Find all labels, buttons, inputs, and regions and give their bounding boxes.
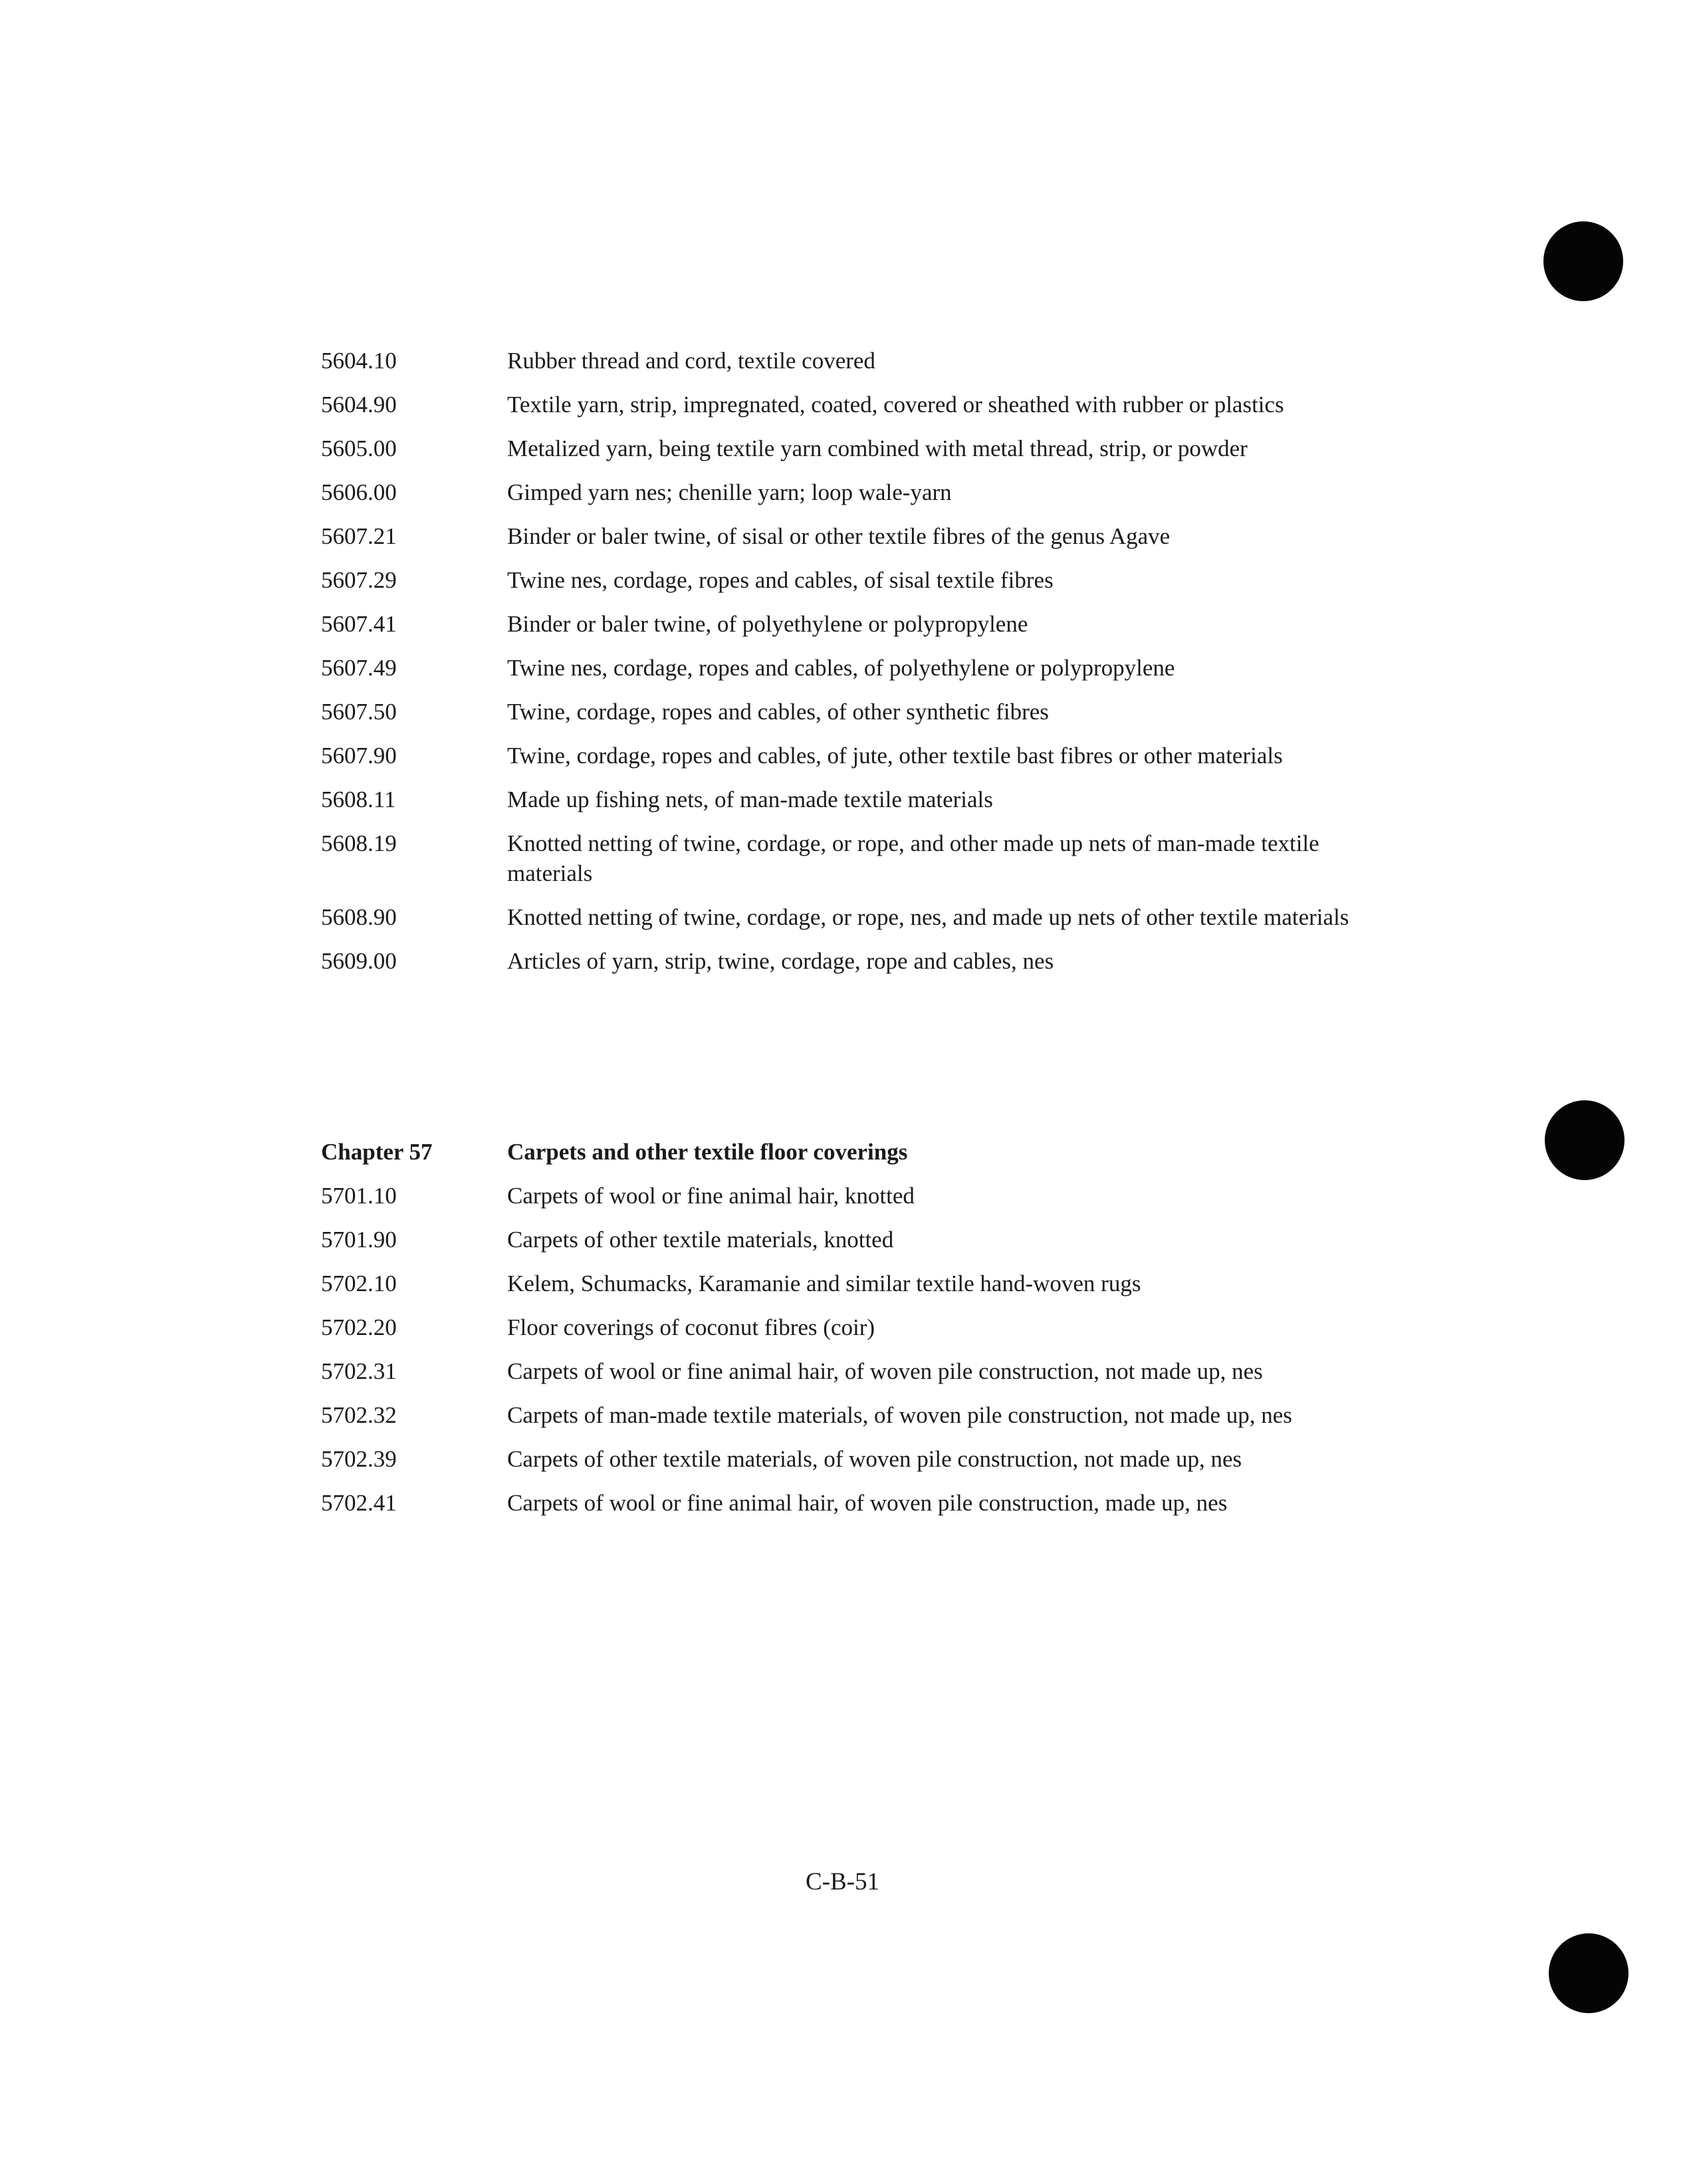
tariff-description: Made up fishing nets, of man-made textile materials (507, 787, 993, 812)
tariff-description: Carpets of wool or fine animal hair, knotted (507, 1183, 915, 1209)
tariff-row (321, 785, 1358, 814)
tariff-code: 5604.10 (321, 348, 397, 374)
tariff-description: Carpets of man-made textile materials, of woven pile construction, not made up, nes (507, 1402, 1292, 1428)
tariff-code: 5702.20 (321, 1314, 397, 1340)
tariff-description: Kelem, Schumacks, Karamanie and similar textile hand-woven rugs (507, 1271, 1141, 1296)
tariff-code: 5608.11 (321, 787, 396, 812)
tariff-code: 5607.41 (321, 611, 397, 637)
tariff-description: Twine nes, cordage, ropes and cables, of polyethylene or polypropylene (507, 655, 1175, 681)
tariff-description: Metalized yarn, being textile yarn combined with metal thread, strip, or powder (507, 435, 1248, 461)
tariff-code: 5608.19 (321, 830, 397, 856)
tariff-code: 5607.29 (321, 567, 397, 593)
tariff-code: 5702.41 (321, 1490, 397, 1516)
tariff-list-chapter-56 (321, 346, 1358, 990)
tariff-code: 5607.50 (321, 699, 397, 725)
tariff-description: Carpets of other textile materials, of woven pile construction, not made up, nes (507, 1446, 1242, 1472)
tariff-row (321, 346, 1358, 376)
tariff-row (321, 653, 1358, 683)
tariff-description: Floor coverings of coconut fibres (coir) (507, 1314, 875, 1340)
chapter-heading (321, 1137, 1358, 1167)
tariff-code: 5701.90 (321, 1227, 397, 1253)
tariff-row (321, 477, 1358, 507)
tariff-row (321, 1225, 1358, 1255)
tariff-description: Articles of yarn, strip, twine, cordage, rope and cables, nes (507, 948, 1054, 974)
tariff-code: 5606.00 (321, 479, 397, 505)
tariff-row (321, 1181, 1358, 1211)
tariff-row (321, 828, 1358, 888)
tariff-code: 5607.90 (321, 743, 397, 769)
chapter-title: Carpets and other textile floor coverings (507, 1139, 908, 1165)
tariff-row (321, 902, 1358, 932)
tariff-description: Twine nes, cordage, ropes and cables, of sisal textile fibres (507, 567, 1054, 593)
tariff-description: Carpets of wool or fine animal hair, of woven pile construction, made up, nes (507, 1490, 1228, 1516)
tariff-code: 5702.31 (321, 1358, 397, 1384)
tariff-code: 5702.10 (321, 1271, 397, 1296)
tariff-row (321, 1444, 1358, 1474)
tariff-row (321, 741, 1358, 771)
tariff-code: 5607.49 (321, 655, 397, 681)
tariff-row (321, 609, 1358, 639)
tariff-description: Rubber thread and cord, textile covered (507, 348, 875, 374)
tariff-description: Knotted netting of twine, cordage, or rope, and other made up nets of man-made textile materials (507, 830, 1319, 886)
tariff-row (321, 390, 1358, 420)
tariff-description: Twine, cordage, ropes and cables, of other synthetic fibres (507, 699, 1049, 725)
tariff-row (321, 521, 1358, 551)
tariff-code: 5605.00 (321, 435, 397, 461)
tariff-description: Carpets of wool or fine animal hair, of woven pile construction, not made up, nes (507, 1358, 1263, 1384)
tariff-row (321, 1488, 1358, 1518)
tariff-row (321, 1400, 1358, 1430)
tariff-row (321, 1312, 1358, 1342)
tariff-row (321, 565, 1358, 595)
punch-hole-middle (1545, 1100, 1625, 1180)
tariff-code: 5607.21 (321, 523, 397, 549)
tariff-description: Twine, cordage, ropes and cables, of jute, other textile bast fibres or other materials (507, 743, 1283, 769)
tariff-row (321, 946, 1358, 976)
punch-hole-bottom (1549, 1933, 1629, 2013)
tariff-row (321, 697, 1358, 727)
tariff-code: 5604.90 (321, 392, 397, 418)
tariff-code: 5608.90 (321, 904, 397, 930)
tariff-list-chapter-57 (321, 1137, 1358, 1532)
tariff-row (321, 433, 1358, 463)
page-number: C-B-51 (806, 1868, 879, 1895)
tariff-description: Textile yarn, strip, impregnated, coated, covered or sheathed with rubber or plastics (507, 392, 1284, 418)
tariff-description: Knotted netting of twine, cordage, or rope, nes, and made up nets of other textile materials (507, 904, 1349, 930)
tariff-code: 5702.32 (321, 1402, 397, 1428)
chapter-label: Chapter 57 (321, 1139, 433, 1165)
tariff-code: 5609.00 (321, 948, 397, 974)
tariff-row (321, 1269, 1358, 1298)
tariff-description: Carpets of other textile materials, knotted (507, 1227, 894, 1253)
tariff-code: 5702.39 (321, 1446, 397, 1472)
tariff-row (321, 1356, 1358, 1386)
tariff-description: Gimped yarn nes; chenille yarn; loop wale-yarn (507, 479, 952, 505)
tariff-description: Binder or baler twine, of sisal or other textile fibres of the genus Agave (507, 523, 1171, 549)
tariff-description: Binder or baler twine, of polyethylene or polypropylene (507, 611, 1028, 637)
tariff-code: 5701.10 (321, 1183, 397, 1209)
punch-hole-top (1543, 221, 1623, 301)
